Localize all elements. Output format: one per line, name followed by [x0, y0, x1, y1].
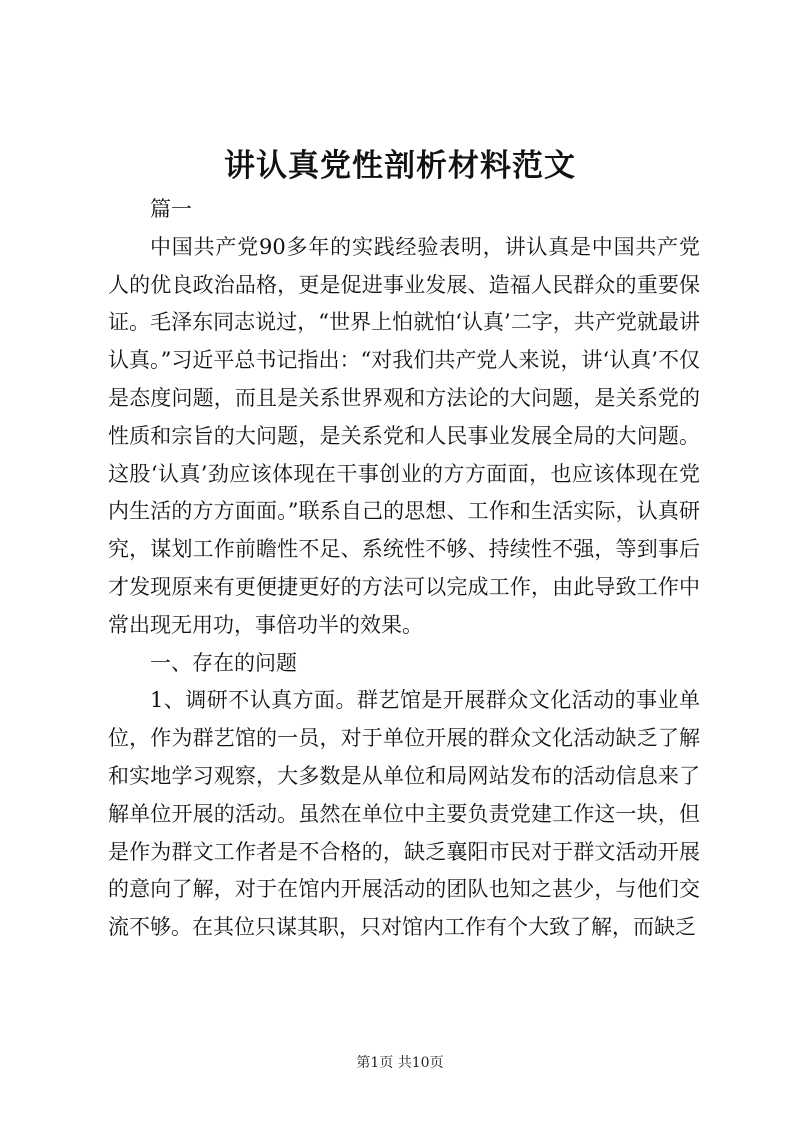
section-label: 篇一	[150, 197, 192, 221]
document-body	[108, 191, 700, 947]
section-heading: 一、存在的问题	[150, 650, 297, 675]
document-title: 讲认真党性剖析材料范文	[224, 148, 576, 184]
paragraph: 中国共产党90多年的实践经验表明，讲认真是中国共产党人的优良政治品格，更是促进事业发展、造福人民群众的重要保证。毛泽东同志说过，“世界上怕就怕‘认真’二字，共产党就最讲认真。”习近平总书记指出：“对我们共产党人来说，讲‘认真’不仅是态度问题，而且是关系世界观和方法论的大问题，是关系党的性质和宗旨的大问题，是关系党和人民事业发展全局的大问题。这股‘认真’劲应该体现在干事创业的方方面面，也应该体现在党内生活的方方面面。”联系自己的思想、工作和生活实际，认真研究，谋划工作前瞻性不足、系统性不够、持续性不强，等到事后才发现原来有更便捷更好的方法可以完成工作，由此导致工作中常出现无用功，事倍功半的效果。	[108, 234, 700, 637]
paragraph: 1、调研不认真方面。群艺馆是开展群众文化活动的事业单位，作为群艺馆的一员，对于单位开展的群众文化活动缺乏了解和实地学习观察，大多数是从单位和局网站发布的活动信息来了解单位开展的活动。虽然在单位中主要负责党建工作这一块，但是作为群文工作者是不合格的，缺乏襄阳市民对于群文活动开展的意向了解，对于在馆内开展活动的团队也知之甚少，与他们交流不够。在其位只谋其职，只对馆内工作有个大致了解，而缺乏	[108, 688, 700, 940]
page-number-footer: 第1页 共10页	[356, 1055, 444, 1071]
